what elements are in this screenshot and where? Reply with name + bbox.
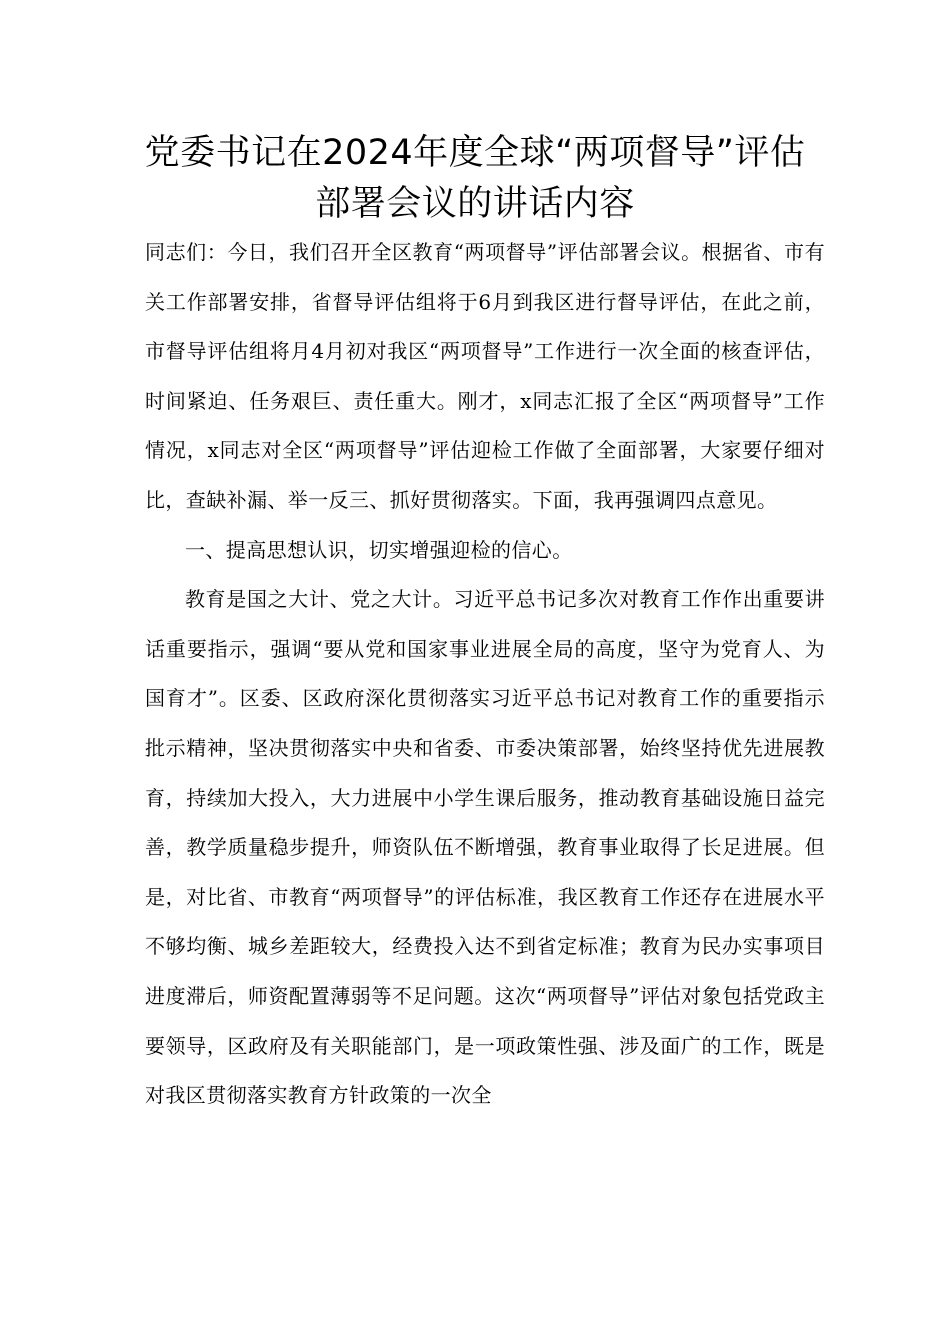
document-body — [145, 228, 825, 1121]
section-heading-1: 一、提高思想认识，切实增强迎检的信心。 — [185, 537, 573, 562]
paragraph-section-1: 教育是国之大计、党之大计。习近平总书记多次对教育工作作出重要讲话重要指示，强调“要从党和国家事业进展全局的高度，坚守为党育人、为国育才”。区委、区政府深化贯彻落实习近平总书记对教育工作的重要指示批示精神，坚决贯彻落实中央和省委、市委决策部署，始终坚持优先进展教育，持续加大投入，大力进展中小学生课后服务，推动教育基础设施日益完善，教学质量稳步提升，师资队伍不断增强，教育事业取得了长足进展。但是，对比省、市教育“两项督导”的评估标准，我区教育工作还存在进展水平不够均衡、城乡差距较大，经费投入达不到省定标准；教育为民办实事项目进度滞后，师资配置薄弱等不足问题。这次“两项督导”评估对象包括党政主要领导，区政府及有关职能部门，是一项政策性强、涉及面广的工作，既是对我区贯彻落实教育方针政策的一次全 — [145, 587, 825, 1108]
document-title: 党委书记在2024年度全球“两项督导”评估部署会议的讲话内容 — [144, 133, 806, 224]
paragraph-opening: 同志们：今日，我们召开全区教育“两项督导”评估部署会议。根据省、市有关工作部署安排，省督导评估组将于6月到我区进行督导评估，在此之前，市督导评估组将月4月初对我区“两项督导”工作进行一次全面的核查评估，时间紧迫、任务艰巨、责任重大。刚才，x同志汇报了全区“两项督导”工作情况，x同志对全区“两项督导”评估迎检工作做了全面部署，大家要仔细对比，查缺补漏、举一反三、抓好贯彻落实。下面，我再强调四点意见。 — [145, 240, 825, 512]
